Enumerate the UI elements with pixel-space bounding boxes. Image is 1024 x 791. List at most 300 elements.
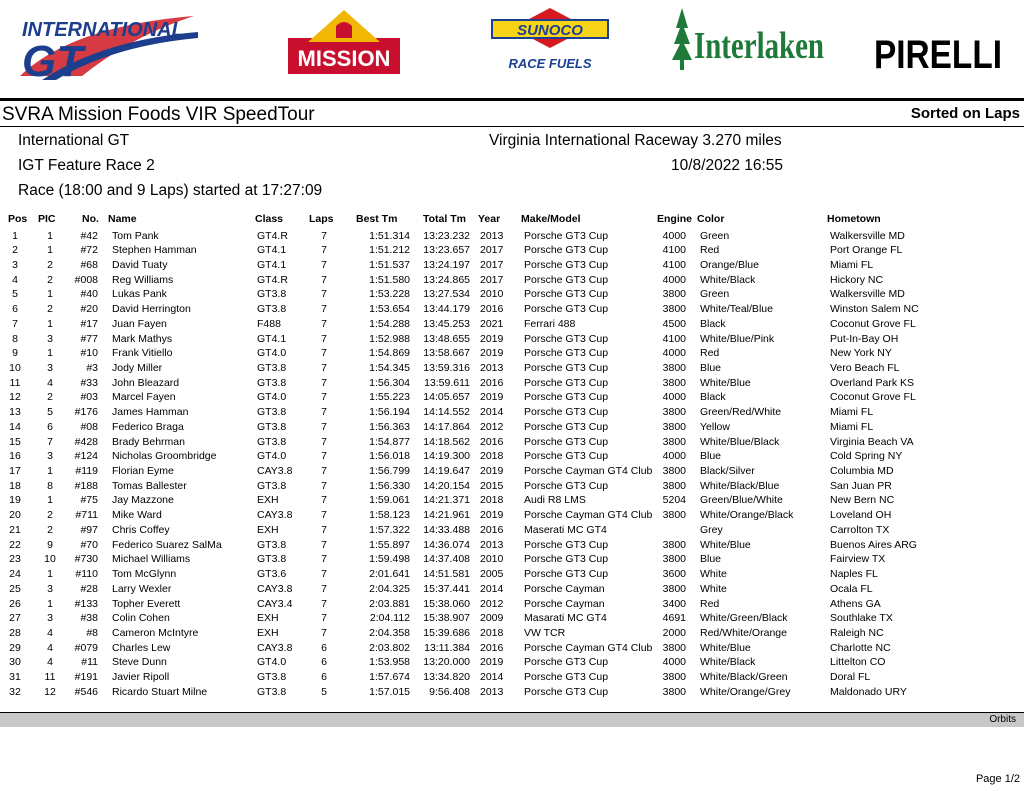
cell-best: 2:04.325 — [369, 582, 410, 595]
series-name: International GT — [18, 132, 130, 149]
cell-make: Porsche GT3 Cup — [524, 229, 609, 242]
cell-engine: 3800 — [662, 671, 686, 684]
cell-pic: 10 — [44, 553, 56, 566]
table-row — [0, 523, 1024, 538]
cell-hometown: Miami FL — [830, 258, 874, 271]
cell-make: Porsche Cayman GT4 Club — [524, 465, 653, 478]
cell-no: #75 — [80, 494, 98, 507]
cell-no: #38 — [80, 612, 98, 625]
cell-name: Reg Williams — [112, 273, 174, 286]
cell-color: White/Teal/Blue — [700, 303, 773, 316]
cell-no: #17 — [80, 317, 98, 330]
cell-year: 2009 — [480, 612, 504, 625]
cell-color: Yellow — [700, 420, 730, 433]
table-row — [0, 405, 1024, 420]
cell-total: 13:24.865 — [423, 273, 470, 286]
cell-laps: 7 — [321, 450, 327, 463]
cell-no: #119 — [75, 465, 98, 478]
cell-hometown: Coconut Grove FL — [830, 317, 916, 330]
cell-no: #28 — [80, 582, 98, 595]
mission-logo — [288, 8, 400, 74]
cell-laps: 7 — [321, 303, 327, 316]
cell-total: 13:11.384 — [424, 641, 470, 654]
cell-best: 1:59.061 — [369, 494, 410, 507]
cell-hometown: Athens GA — [830, 597, 881, 610]
cell-laps: 7 — [321, 376, 327, 389]
sunoco-logo-subtext: RACE FUELS — [508, 56, 592, 71]
cell-name: Michael Williams — [112, 553, 191, 566]
cell-pos: 9 — [12, 347, 18, 360]
cell-best: 1:57.322 — [369, 523, 410, 536]
report-datetime: 10/8/2022 16:55 — [671, 157, 784, 174]
cell-pic: 2 — [47, 391, 53, 404]
cell-name: Marcel Fayen — [112, 391, 176, 404]
cell-class: GT4.R — [257, 229, 288, 242]
cell-no: #546 — [74, 685, 98, 698]
race-info: Race (18:00 and 9 Laps) started at 17:27:09 — [18, 182, 323, 199]
cell-pos: 4 — [12, 273, 18, 286]
cell-engine: 3800 — [662, 465, 686, 478]
cell-pos: 21 — [9, 523, 21, 536]
cell-no: #70 — [80, 538, 98, 551]
cell-pic: 4 — [47, 626, 53, 639]
cell-laps: 7 — [321, 406, 327, 419]
cell-laps: 7 — [321, 479, 327, 492]
cell-laps: 7 — [321, 420, 327, 433]
cell-hometown: New Bern NC — [830, 494, 895, 507]
cell-no: #72 — [80, 244, 98, 257]
cell-no: #42 — [80, 229, 98, 242]
cell-total: 14:14.552 — [423, 406, 470, 419]
cell-name: Javier Ripoll — [112, 671, 170, 684]
table-row — [0, 611, 1024, 626]
cell-laps: 7 — [321, 494, 327, 507]
cell-total: 14:19.647 — [423, 465, 470, 478]
cell-pic: 9 — [47, 538, 53, 551]
cell-class: GT3.8 — [257, 435, 287, 448]
cell-color: Orange/Blue — [700, 258, 759, 271]
cell-name: James Hamman — [112, 406, 189, 419]
cell-total: 14:37.408 — [423, 553, 470, 566]
cell-pic: 11 — [44, 671, 56, 684]
cell-pic: 4 — [47, 656, 53, 669]
cell-engine: 3800 — [662, 435, 686, 448]
cell-total: 14:21.961 — [423, 509, 470, 522]
cell-name: Frank Vitiello — [112, 347, 173, 360]
cell-year: 2014 — [480, 582, 504, 595]
cell-pos: 26 — [9, 597, 21, 610]
cell-pos: 15 — [9, 435, 21, 448]
cell-no: #03 — [80, 391, 98, 404]
cell-make: Porsche GT3 Cup — [524, 391, 609, 404]
table-row — [0, 273, 1024, 288]
cell-make: Porsche GT3 Cup — [524, 406, 609, 419]
cell-hometown: Charlotte NC — [830, 641, 891, 654]
cell-name: Federico Suarez SalMa — [112, 538, 222, 551]
cell-class: GT3.8 — [257, 479, 287, 492]
cell-color: Red/White/Orange — [700, 626, 787, 639]
table-row — [0, 582, 1024, 597]
cell-best: 1:51.212 — [369, 244, 410, 257]
cell-total: 13:59.611 — [424, 376, 470, 389]
cell-no: #176 — [74, 406, 98, 419]
mission-logo-text: MISSION — [297, 46, 391, 71]
cell-best: 1:54.345 — [369, 361, 410, 374]
col-make: Make/Model — [521, 213, 581, 225]
cell-year: 2013 — [480, 229, 504, 242]
cell-hometown: Walkersville MD — [830, 288, 905, 301]
cell-make: Porsche GT3 Cup — [524, 361, 609, 374]
cell-pic: 2 — [47, 303, 53, 316]
cell-name: David Herrington — [112, 303, 191, 316]
cell-laps: 7 — [321, 391, 327, 404]
cell-make: VW TCR — [524, 626, 566, 639]
cell-total: 13:59.316 — [423, 361, 470, 374]
cell-no: #68 — [80, 258, 98, 271]
cell-name: Cameron McIntyre — [112, 626, 199, 639]
cell-name: Nicholas Groombridge — [112, 450, 217, 463]
session-name: IGT Feature Race 2 — [18, 157, 155, 174]
cell-laps: 7 — [321, 317, 327, 330]
cell-year: 2017 — [480, 258, 504, 271]
cell-name: Ricardo Stuart Milne — [112, 685, 208, 698]
cell-hometown: Carrolton TX — [830, 523, 890, 536]
cell-class: GT4.0 — [257, 347, 287, 360]
cell-color: White/Blue/Pink — [700, 332, 775, 345]
cell-make: Porsche GT3 Cup — [524, 479, 609, 492]
cell-year: 2016 — [480, 523, 504, 536]
cell-laps: 7 — [321, 612, 327, 625]
cell-engine: 5204 — [662, 494, 686, 507]
col-color: Color — [697, 213, 725, 225]
cell-pic: 1 — [47, 317, 53, 330]
cell-name: Chris Coffey — [112, 523, 170, 536]
cell-pic: 3 — [47, 450, 53, 463]
cell-laps: 6 — [321, 641, 327, 654]
cell-laps: 7 — [321, 273, 327, 286]
cell-class: GT4.0 — [257, 391, 287, 404]
cell-pic: 1 — [47, 465, 53, 478]
cell-no: #33 — [80, 376, 98, 389]
cell-year: 2016 — [480, 435, 504, 448]
cell-no: #711 — [75, 509, 98, 522]
cell-class: GT3.8 — [257, 420, 287, 433]
cell-make: Porsche GT3 Cup — [524, 273, 609, 286]
cell-make: Masarati MC GT4 — [524, 612, 607, 625]
cell-no: #008 — [74, 273, 98, 286]
col-engine: Engine — [657, 213, 693, 225]
cell-class: EXH — [257, 612, 279, 625]
cell-pic: 8 — [47, 479, 53, 492]
cell-no: #428 — [74, 435, 98, 448]
cell-engine: 3800 — [662, 641, 686, 654]
international-gt-logo — [12, 6, 202, 84]
cell-laps: 7 — [321, 229, 327, 242]
cell-best: 2:04.358 — [369, 626, 410, 639]
cell-best: 1:53.958 — [369, 656, 410, 669]
cell-class: EXH — [257, 626, 279, 639]
cell-pic: 3 — [47, 332, 53, 345]
cell-engine: 4100 — [662, 258, 686, 271]
cell-make: Audi R8 LMS — [524, 494, 586, 507]
cell-laps: 7 — [321, 538, 327, 551]
cell-hometown: Ocala FL — [830, 582, 873, 595]
cell-no: #40 — [80, 288, 98, 301]
cell-pic: 1 — [47, 597, 53, 610]
cell-pos: 24 — [9, 568, 21, 581]
cell-best: 1:58.123 — [369, 509, 410, 522]
igt-logo-top: INTERNATIONAL — [22, 19, 184, 41]
cell-no: #110 — [75, 568, 98, 581]
cell-class: GT3.8 — [257, 538, 287, 551]
cell-engine: 4100 — [662, 244, 686, 257]
cell-name: Tom Pank — [112, 229, 159, 242]
cell-total: 15:38.907 — [423, 612, 470, 625]
cell-year: 2012 — [480, 597, 504, 610]
cell-color: White/Blue — [700, 538, 751, 551]
cell-make: Ferrari 488 — [524, 317, 576, 330]
cell-name: Tomas Ballester — [112, 479, 187, 492]
cell-class: GT3.6 — [257, 568, 287, 581]
cell-year: 2010 — [480, 288, 504, 301]
cell-color: Green/Red/White — [700, 406, 782, 419]
cell-engine: 2000 — [662, 626, 686, 639]
cell-class: GT3.8 — [257, 361, 287, 374]
cell-pos: 1 — [12, 229, 18, 242]
cell-hometown: Vero Beach FL — [830, 361, 900, 374]
table-row — [0, 302, 1024, 317]
cell-pic: 5 — [47, 406, 53, 419]
interlaken-logo-text: Interlaken — [694, 25, 824, 67]
cell-name: Jody Miller — [112, 361, 163, 374]
cell-laps: 7 — [321, 258, 327, 271]
cell-year: 2018 — [480, 626, 504, 639]
cell-pos: 30 — [9, 656, 21, 669]
table-row — [0, 243, 1024, 258]
cell-color: Blue — [700, 361, 722, 374]
cell-name: Jay Mazzone — [112, 494, 174, 507]
cell-hometown: Maldonado URY — [830, 685, 907, 698]
cell-class: CAY3.8 — [257, 582, 293, 595]
cell-make: Porsche GT3 Cup — [524, 685, 609, 698]
cell-pos: 22 — [9, 538, 21, 551]
cell-pic: 7 — [47, 435, 53, 448]
cell-pic: 1 — [47, 244, 53, 257]
cell-best: 1:54.288 — [369, 317, 410, 330]
cell-color: Black — [700, 391, 726, 404]
cell-class: GT3.8 — [257, 303, 287, 316]
table-row — [0, 464, 1024, 479]
cell-color: White/Black — [700, 656, 756, 669]
col-pic: PIC — [38, 213, 56, 225]
cell-engine: 3800 — [662, 509, 686, 522]
cell-total: 13:34.820 — [423, 671, 470, 684]
cell-hometown: Raleigh NC — [830, 626, 884, 639]
cell-laps: 7 — [321, 361, 327, 374]
cell-name: Juan Fayen — [112, 317, 167, 330]
cell-hometown: Littelton CO — [830, 656, 886, 669]
cell-best: 1:53.654 — [369, 303, 410, 316]
cell-pos: 28 — [9, 626, 21, 639]
cell-total: 13:20.000 — [423, 656, 470, 669]
cell-laps: 7 — [321, 626, 327, 639]
cell-class: EXH — [257, 494, 279, 507]
cell-name: David Tuaty — [112, 258, 168, 271]
col-hometown: Hometown — [827, 213, 881, 225]
cell-year: 2012 — [480, 420, 504, 433]
cell-year: 2018 — [480, 494, 504, 507]
cell-color: White/Orange/Black — [700, 509, 794, 522]
cell-no: #124 — [74, 450, 98, 463]
table-row — [0, 670, 1024, 685]
cell-color: White/Blue — [700, 376, 751, 389]
cell-best: 1:56.304 — [369, 376, 410, 389]
cell-hometown: Doral FL — [830, 671, 871, 684]
cell-pos: 3 — [12, 258, 18, 271]
igt-logo-bottom: GT — [22, 37, 84, 86]
cell-no: #10 — [80, 347, 98, 360]
cell-class: CAY3.8 — [257, 465, 293, 478]
cell-laps: 7 — [321, 597, 327, 610]
cell-make: Porsche GT3 Cup — [524, 435, 609, 448]
cell-pos: 14 — [9, 420, 21, 433]
table-row — [0, 346, 1024, 361]
pirelli-logo — [872, 10, 1004, 77]
cell-engine: 3400 — [662, 597, 686, 610]
cell-color: Green/Blue/White — [700, 494, 783, 507]
cell-make: Porsche Cayman — [524, 597, 605, 610]
cell-class: EXH — [257, 523, 279, 536]
table-row — [0, 390, 1024, 405]
cell-engine: 3800 — [662, 303, 686, 316]
col-name: Name — [108, 213, 137, 225]
cell-total: 15:38.060 — [423, 597, 470, 610]
cell-name: Topher Everett — [112, 597, 181, 610]
cell-color: White/Blue/Black — [700, 435, 780, 448]
cell-best: 1:56.799 — [369, 465, 410, 478]
cell-laps: 7 — [321, 244, 327, 257]
cell-pos: 5 — [12, 288, 18, 301]
cell-year: 2018 — [480, 450, 504, 463]
table-row — [0, 508, 1024, 523]
cell-hometown: Miami FL — [830, 406, 874, 419]
cell-year: 2017 — [480, 244, 504, 257]
cell-best: 1:52.988 — [369, 332, 410, 345]
cell-pos: 20 — [9, 509, 21, 522]
cell-engine: 3800 — [662, 582, 686, 595]
cell-year: 2013 — [480, 685, 504, 698]
table-row — [0, 493, 1024, 508]
cell-color: White/Green/Black — [700, 612, 788, 625]
cell-make: Porsche GT3 Cup — [524, 553, 609, 566]
pirelli-logo-text: PIRELLI — [874, 33, 1002, 77]
cell-make: Porsche GT3 Cup — [524, 376, 609, 389]
cell-engine: 4000 — [662, 229, 686, 242]
cell-pos: 11 — [9, 376, 21, 389]
cell-color: Red — [700, 347, 720, 360]
cell-name: Colin Cohen — [112, 612, 170, 625]
cell-no: #8 — [86, 626, 98, 639]
cell-color: Green — [700, 229, 730, 242]
cell-pos: 17 — [9, 465, 21, 478]
cell-year: 2021 — [480, 317, 504, 330]
cell-best: 1:56.330 — [369, 479, 410, 492]
cell-laps: 7 — [321, 509, 327, 522]
cell-engine: 3800 — [662, 420, 686, 433]
table-row — [0, 420, 1024, 435]
cell-best: 1:57.015 — [369, 685, 410, 698]
cell-best: 1:59.498 — [369, 553, 410, 566]
cell-no: #191 — [74, 671, 98, 684]
cell-pos: 32 — [9, 685, 21, 698]
cell-total: 13:44.179 — [423, 303, 470, 316]
cell-no: #3 — [86, 361, 98, 374]
footer-bar — [0, 712, 1024, 727]
table-row — [0, 538, 1024, 553]
cell-laps: 6 — [321, 656, 327, 669]
page-number: Page 1/2 — [975, 773, 1020, 785]
cell-best: 1:54.877 — [369, 435, 410, 448]
cell-color: Grey — [700, 523, 723, 536]
cell-year: 2015 — [480, 479, 504, 492]
cell-hometown: Loveland OH — [830, 509, 892, 522]
cell-total: 14:51.581 — [423, 568, 470, 581]
cell-total: 13:48.655 — [423, 332, 470, 345]
cell-make: Porsche GT3 Cup — [524, 258, 609, 271]
cell-pos: 29 — [9, 641, 21, 654]
table-row — [0, 655, 1024, 670]
cell-make: Porsche GT3 Cup — [524, 671, 609, 684]
cell-total: 14:21.371 — [423, 494, 470, 507]
cell-pos: 23 — [9, 553, 21, 566]
header-bottom-rule — [0, 126, 1024, 127]
cell-engine: 4000 — [662, 656, 686, 669]
cell-class: GT3.8 — [257, 376, 287, 389]
cell-pos: 7 — [12, 317, 18, 330]
cell-no: #079 — [74, 641, 98, 654]
cell-class: F488 — [257, 317, 281, 330]
table-row — [0, 597, 1024, 612]
cell-year: 2019 — [480, 465, 504, 478]
cell-laps: 7 — [321, 568, 327, 581]
cell-make: Porsche GT3 Cup — [524, 347, 609, 360]
cell-no: #97 — [80, 523, 98, 536]
cell-color: Red — [700, 244, 720, 257]
cell-total: 13:24.197 — [423, 258, 470, 271]
track-name: Virginia International Raceway 3.270 miles — [489, 132, 782, 149]
cell-total: 14:33.488 — [423, 523, 470, 536]
cell-best: 2:01.641 — [369, 568, 410, 581]
cell-pic: 1 — [47, 347, 53, 360]
cell-color: White/Orange/Grey — [700, 685, 791, 698]
cell-pos: 8 — [12, 332, 18, 345]
cell-pos: 12 — [9, 391, 21, 404]
cell-best: 1:51.537 — [369, 258, 410, 271]
cell-hometown: New York NY — [830, 347, 892, 360]
cell-total: 14:17.864 — [423, 420, 470, 433]
cell-pic: 3 — [47, 361, 53, 374]
cell-color: White — [700, 582, 727, 595]
cell-hometown: Put-In-Bay OH — [830, 332, 899, 345]
cell-year: 2013 — [480, 361, 504, 374]
cell-make: Porsche GT3 Cup — [524, 288, 609, 301]
sunoco-logo-text: SUNOCO — [517, 22, 583, 39]
cell-no: #08 — [80, 420, 98, 433]
table-row — [0, 435, 1024, 450]
cell-name: Charles Lew — [112, 641, 171, 654]
cell-pos: 19 — [9, 494, 21, 507]
cell-name: Mike Ward — [112, 509, 162, 522]
